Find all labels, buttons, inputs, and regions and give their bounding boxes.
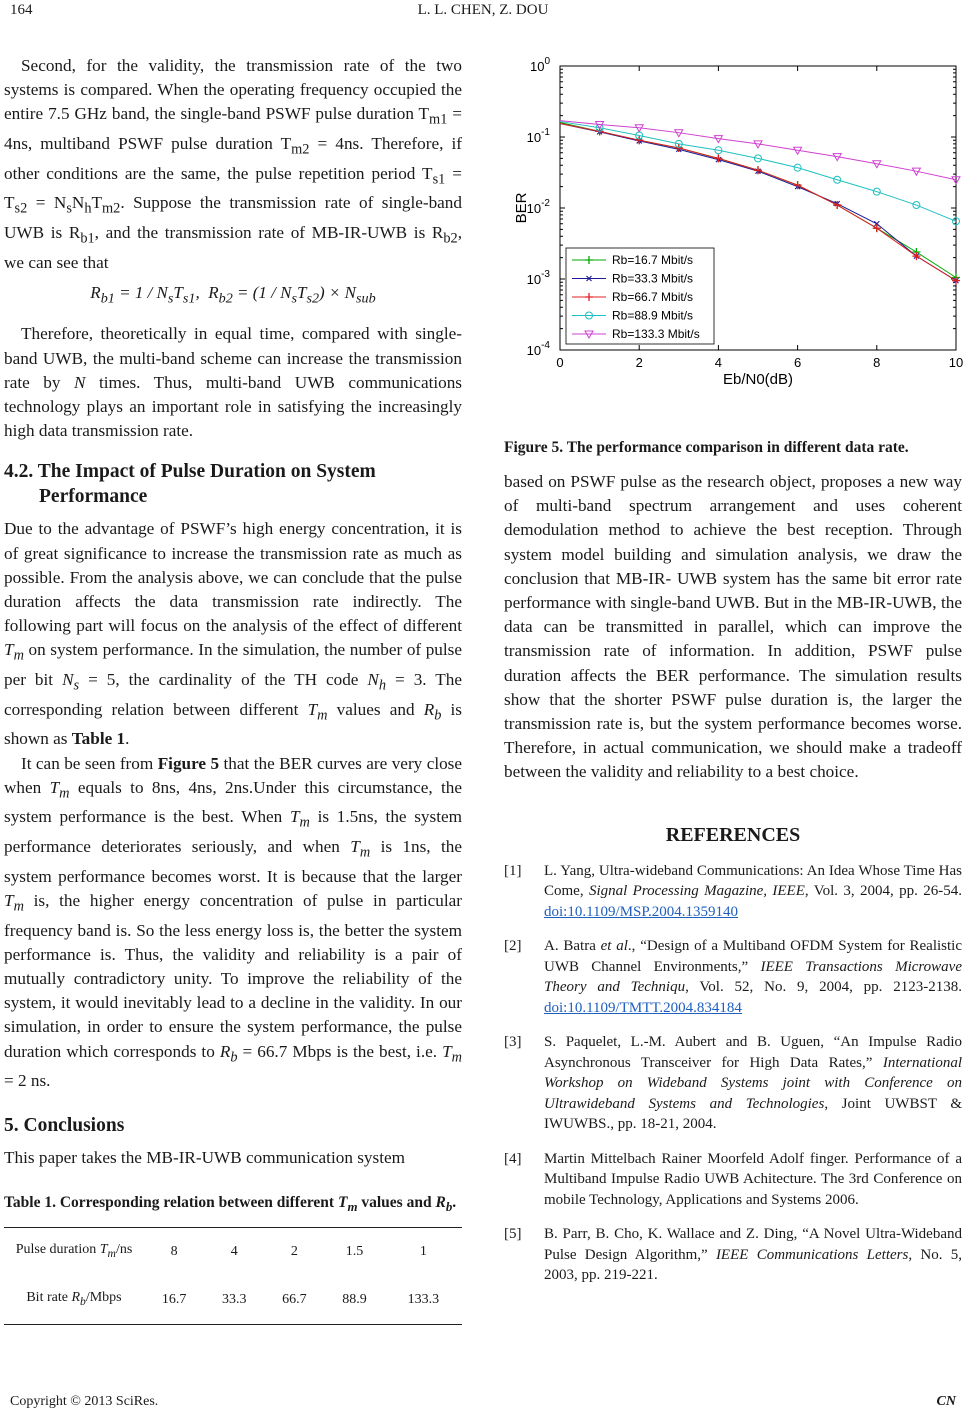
ber-chart-svg [510,50,966,398]
reference-number: [4] [504,1150,522,1167]
y-tick-label: $10^{-3}$ [526,269,550,287]
table-cell: 1 [385,1227,462,1276]
paragraph-conclusions-start: This paper takes the MB-IR-UWB communication system [4,1148,405,1168]
y-tick-label: $10^{-2}$ [526,198,550,216]
right-column [504,470,962,1300]
legend-label: Rb=133.3 Mbit/s [612,327,700,341]
pulse-rate-table [4,1227,462,1325]
reference-text: A. Batra et al., “Design of a Multiband OFDM System for Realistic UWB Channel Environments,” IEEE Transactions Microwave Theory and Techniqu, Vol. 52, No. 9, 2004, pp. 2123-2138. doi:10.1109/TMTT.2004.834184 [544,938,962,1016]
reference-item [504,936,962,1018]
table-caption: Table 1. Corresponding relation between different $T_m$ values and $R_b$. [4,1193,457,1214]
reference-text: B. Parr, B. Cho, K. Wallace and Z. Ding, “A Novel Ultra-Wideband Pulse Design Algorithm,” IEEE Communications Letters, No. 5, 2003, pp. 219-221. [544,1226,962,1284]
table-cell: 133.3 [385,1276,462,1325]
copyright: Copyright © 2013 SciRes. [10,1394,159,1409]
reference-number: [2] [504,938,522,955]
chart-legend [566,248,714,344]
table-row-label: Pulse duration $T_m/ns$ [4,1227,144,1276]
y-tick-label: $10^{-1}$ [526,127,550,145]
reference-number: [3] [504,1034,522,1051]
table-cell: 2 [264,1227,324,1276]
running-head: L. L. CHEN, Z. DOU [417,2,549,18]
legend-label: Rb=16.7 Mbit/s [612,253,694,267]
x-tick-label: 6 [793,355,802,370]
reference-text: S. Paquelet, L.-M. Aubert and B. Uguen, “An Impulse Radio Asynchronous Transceiver for High Data Rates,” International Workshop on Wideband Systems joint with Conference on Ultrawideband Systems and Technologies, Joint UWBST & IWUWBS., pp. 18-21, 2004. [544,1034,962,1133]
table-cell: 8 [144,1227,204,1276]
paragraph-multiband-rate: Therefore, theoretically in equal time, compared with single-band UWB, the multi-band scheme can increase the transmission rate by N times. Thus, multi-band UWB communications technology plays an important role in satisfying the increasingly high data transmission rate. [4,324,462,441]
x-tick-label: 2 [635,355,643,370]
ber-chart [510,50,966,398]
reference-item [504,861,962,923]
legend-label: Rb=88.9 Mbit/s [612,308,694,323]
reference-item [504,1149,962,1211]
x-tick-label: 10 [948,355,964,370]
section-4-2-title: 4.2. The Impact of Pulse Duration on System Performance [4,461,376,508]
reference-item [504,1032,962,1135]
journal-abbrev: CN [936,1394,956,1409]
reference-text: Martin Mittelbach Rainer Moorfeld Adolf finger. Performance of a Multiband Impulse Radio UWB Achitecture. The 3rd Conference on mobile Technology, Applications and Systems 2006. [544,1150,962,1208]
doi-link[interactable]: doi:10.1109/TMTT.2004.834184 [544,999,742,1016]
table-cell: 66.7 [264,1276,324,1325]
y-tick-label: $10^0$ [529,56,550,74]
paragraph-pulse-duration: Due to the advantage of PSWF’s high energy concentration, it is of great significance to increase the transmission rate as much as possible. From the analysis above, we can conclude that the pulse duration affects the data transmission rate indirectly. The following part will focus on the analysis of the effect of different $T_m$ on system performance. In the simulation, the number of pulse per bit $N_s = 5$, the cardinality of the TH code $N_h = 3$. The corresponding relation between different $T_m$ values and $R_b$ is shown as Table 1. [4,519,462,749]
table-cell: 4 [204,1227,264,1276]
table-cell: 33.3 [204,1276,264,1325]
table-cell: 1.5 [324,1227,384,1276]
page-number: 164 [10,2,33,18]
figure-caption: Figure 5. The performance comparison in different data rate. [504,439,909,456]
table-row [4,1227,462,1276]
table-row-label: Bit rate $R_b$/Mbps [4,1276,144,1325]
paragraph-conclusions: based on PSWF pulse as the research object, proposes a new way of multi-band spectrum arrangement and uses coherent demodulation method to achieve the best reception. Through system model building and simulation analysis, we draw the conclusion that MB-IR- UWB system has the same bit error rate performance with single-band UWB. But in the MB-IR-UWB, the data can be transmitted in parallel, which can improve the transmission rate of information. In addition, PSWF pulse duration affects the BER performance. The simulation results show that the shorter PSWF pulse duration is, the larger the transmission rate is, but the system performance becomes worse. Therefore, in actual communication, we should make a tradeoff between the validity and reliability to a best choice. [504,472,962,782]
table-cell: 88.9 [324,1276,384,1325]
rate-equation: $R_{b1} = 1 / N_sT_{s1}$, $R_{b2} = (1 / N_sT_{s2}) \times N_{sub}$ [90,282,376,307]
references-list [504,861,962,1286]
x-tick-label: 8 [873,355,881,370]
paragraph-transmission-rate: Second, for the validity, the transmission rate of the two systems is compared. When the operating frequency occupied the entire 7.5 GHz band, the single-band PSWF pulse duration $T_{m1} = 4ns$, multiband PSWF pulse duration $T_{m2} = 4ns$. Therefore, if other conditions are the same, the pulse repetition period $T_{s1} = T_{s2} = N_sN_hT_{m2}$. Suppose the transmission rate of single-band UWB is $R_{b1}$, and the transmission rate of MB-IR-UWB is $R_{b2}$, we can see that [4,56,462,272]
x-axis-label: Eb/N0(dB) [722,371,794,388]
reference-text: L. Yang, Ultra-wideband Communications: An Idea Whose Time Has Come, Signal Processing Magazine, IEEE, Vol. 3, 2004, pp. 26-54. doi:10.1109/MSP.2004.1359140 [544,862,962,920]
doi-link[interactable]: doi:10.1109/MSP.2004.1359140 [544,903,739,920]
table-row [4,1276,462,1325]
x-tick-label: 0 [556,355,564,370]
reference-number: [1] [504,862,522,879]
reference-item [504,1224,962,1286]
page-header [0,0,966,24]
x-tick-label: 4 [714,355,723,370]
y-axis-label: BER [513,192,530,224]
paragraph-figure-analysis: It can be seen from Figure 5 that the BER curves are very close when $T_m$ equals to 8ns, 4ns, 2ns.Under this circumstance, the system performance is the best. When $T_m$ is 1.5ns, the system performance deteriorates seriously, and when $T_m$ is 1ns, the system performance becomes worst. It is because that the larger $T_m$ is, the higher energy concentration of pulse in particular frequency band is. So the less energy loss is, the better the system performance is. Thus, the validity and reliability is a pair of mutually contradictory unity. To improve the reliability of the system, it would inevitably lead to a decline in the validity. In our simulation, in order to ensure the system performance, the pulse duration which corresponds to $R_b = 66.7$ Mbps is the best, i.e. $T_m = 2$ ns. [4,753,463,1091]
y-tick-label: $10^{-4}$ [526,340,550,358]
legend-label: Rb=33.3 Mbit/s [612,271,694,286]
section-5-title: 5. Conclusions [4,1115,125,1137]
references-title: REFERENCES [665,823,801,846]
legend-label: Rb=66.7 Mbit/s [612,290,694,304]
left-column [4,54,462,1325]
reference-number: [5] [504,1226,522,1243]
table-cell: 16.7 [144,1276,204,1325]
